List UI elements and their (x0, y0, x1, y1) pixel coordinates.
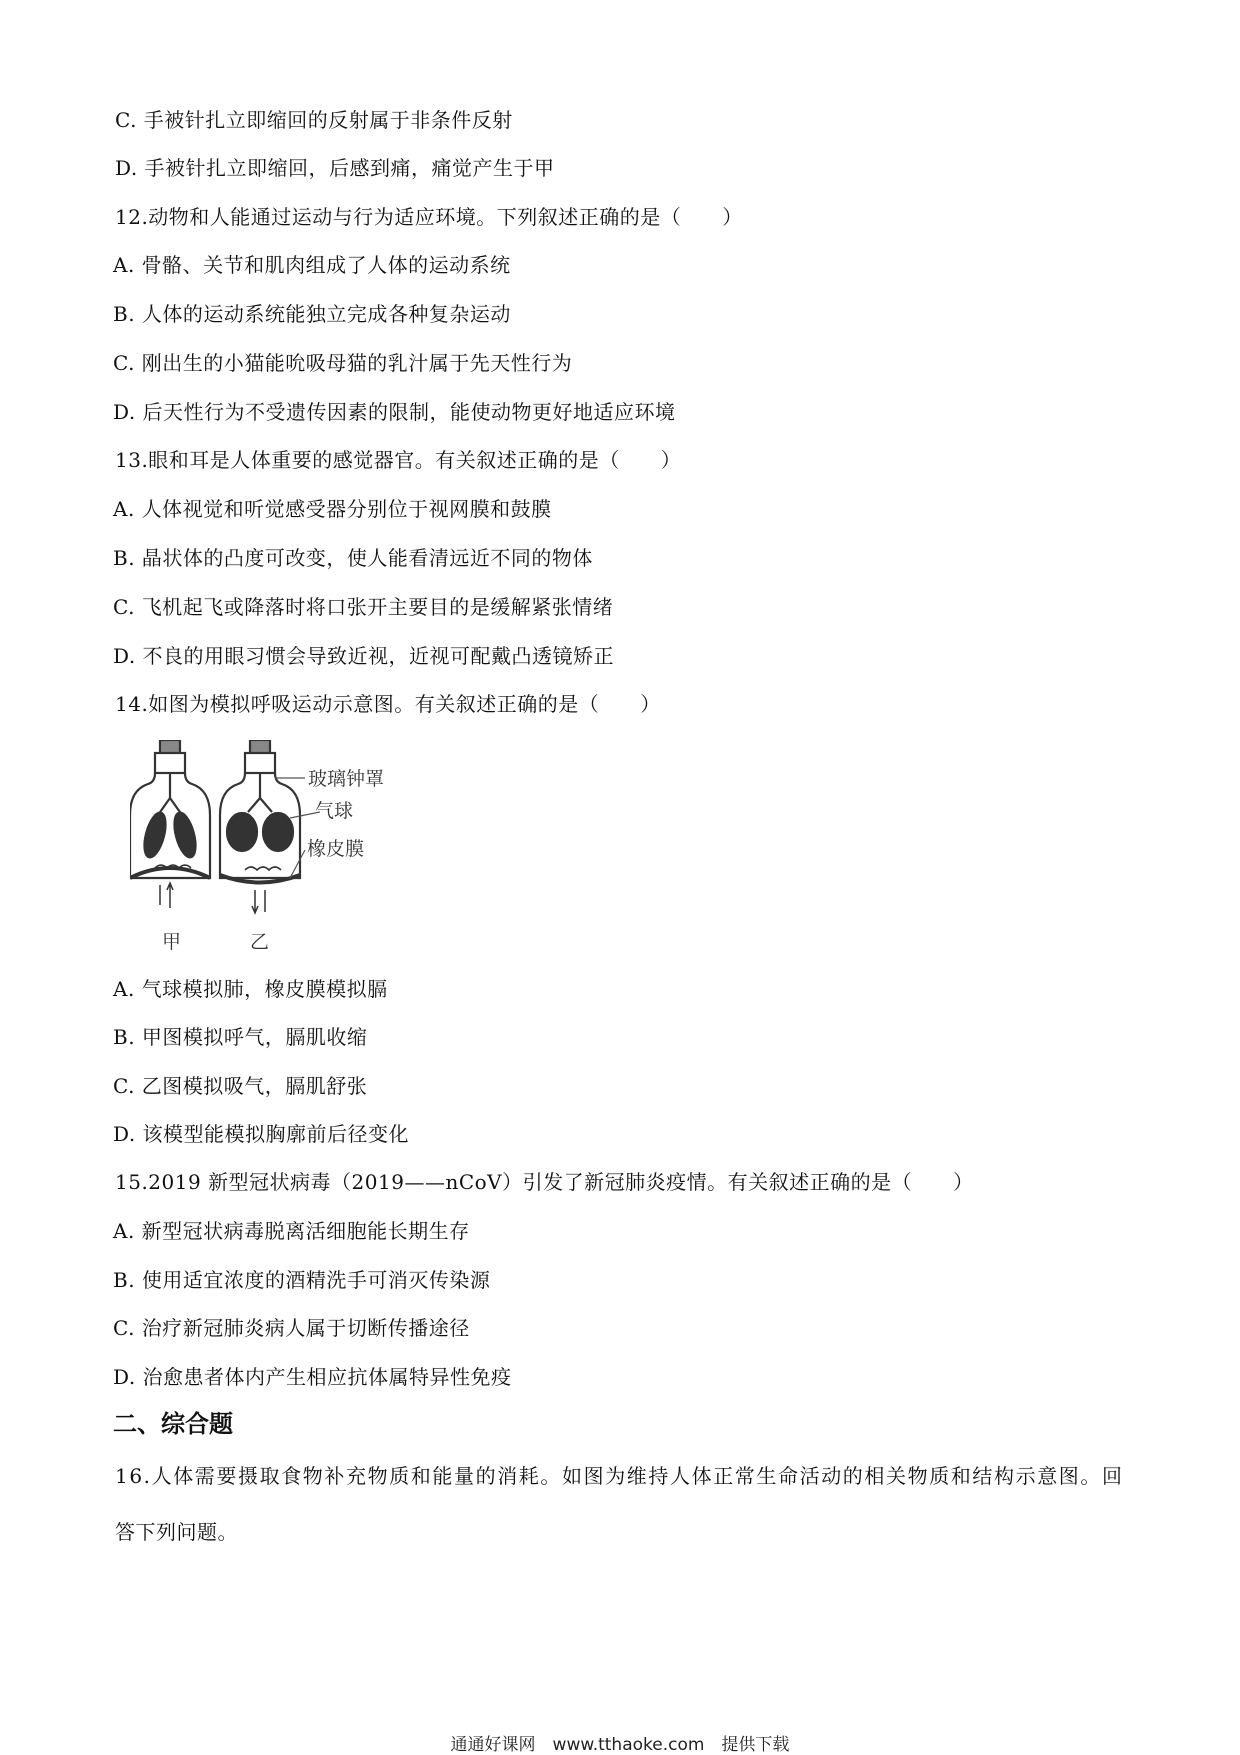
label-glass-bell: 玻璃钟罩 (308, 768, 385, 790)
q15-option-d: D. 治愈患者体内产生相应抗体属特异性免疫 (113, 1365, 512, 1389)
question-13: 13.眼和耳是人体重要的感觉器官。有关叙述正确的是（ ） (115, 448, 682, 472)
q15-option-b: B. 使用适宜浓度的酒精洗手可消灭传染源 (113, 1268, 491, 1292)
question-14: 14.如图为模拟呼吸运动示意图。有关叙述正确的是（ ） (115, 692, 661, 716)
q14-option-a: A. 气球模拟肺，橡皮膜模拟膈 (113, 977, 388, 1001)
label-rubber-membrane: 橡皮膜 (307, 838, 365, 860)
label-balloon: 气球 (315, 800, 354, 822)
q11-option-c: C. 手被针扎立即缩回的反射属于非条件反射 (115, 108, 513, 132)
q15-option-c: C. 治疗新冠肺炎病人属于切断传播途径 (113, 1316, 470, 1340)
q13-option-d: D. 不良的用眼习惯会导致近视，近视可配戴凸透镜矫正 (113, 644, 615, 668)
q13-option-b: B. 晶状体的凸度可改变，使人能看清远近不同的物体 (113, 546, 593, 570)
question-15: 15.2019 新型冠状病毒（2019——nCoV）引发了新冠肺炎疫情。有关叙述正确的是（ ） (115, 1170, 974, 1194)
q12-option-d: D. 后天性行为不受遗传因素的限制，能使动物更好地适应环境 (113, 400, 676, 424)
q13-option-a: A. 人体视觉和听觉感受器分别位于视网膜和鼓膜 (113, 497, 552, 521)
q14-option-b: B. 甲图模拟呼气，膈肌收缩 (113, 1025, 368, 1049)
q15-option-a: A. 新型冠状病毒脱离活细胞能长期生存 (113, 1219, 470, 1243)
q14-option-c: C. 乙图模拟吸气，膈肌舒张 (113, 1074, 368, 1098)
question-16-line-2: 答下列问题。 (115, 1520, 238, 1544)
question-16-line-1: 16.人体需要摄取食物补充物质和能量的消耗。如图为维持人体正常生命活动的相关物质和结构示意图。回 (115, 1464, 1124, 1488)
section-heading: 二、综合题 (113, 1410, 233, 1438)
label-yi: 乙 (250, 931, 270, 953)
q14-option-d: D. 该模型能模拟胸廓前后径变化 (113, 1122, 410, 1146)
bell-jar-yi (220, 740, 300, 913)
bell-jar-jia (130, 740, 210, 908)
breathing-model-figure (130, 740, 440, 955)
q11-option-d: D. 手被针扎立即缩回，后感到痛，痛觉产生于甲 (115, 156, 555, 180)
question-12: 12.动物和人能通过运动与行为适应环境。下列叙述正确的是（ ） (115, 205, 743, 229)
page-footer: 通通好课网 www.tthaoke.com 提供下载 (450, 1735, 790, 1755)
q12-option-a: A. 骨骼、关节和肌肉组成了人体的运动系统 (113, 253, 511, 277)
q12-option-b: B. 人体的运动系统能独立完成各种复杂运动 (113, 302, 511, 326)
q13-option-c: C. 飞机起飞或降落时将口张开主要目的是缓解紧张情绪 (113, 595, 614, 619)
label-jia: 甲 (162, 931, 182, 953)
q12-option-c: C. 刚出生的小猫能吮吸母猫的乳汁属于先天性行为 (113, 351, 573, 375)
